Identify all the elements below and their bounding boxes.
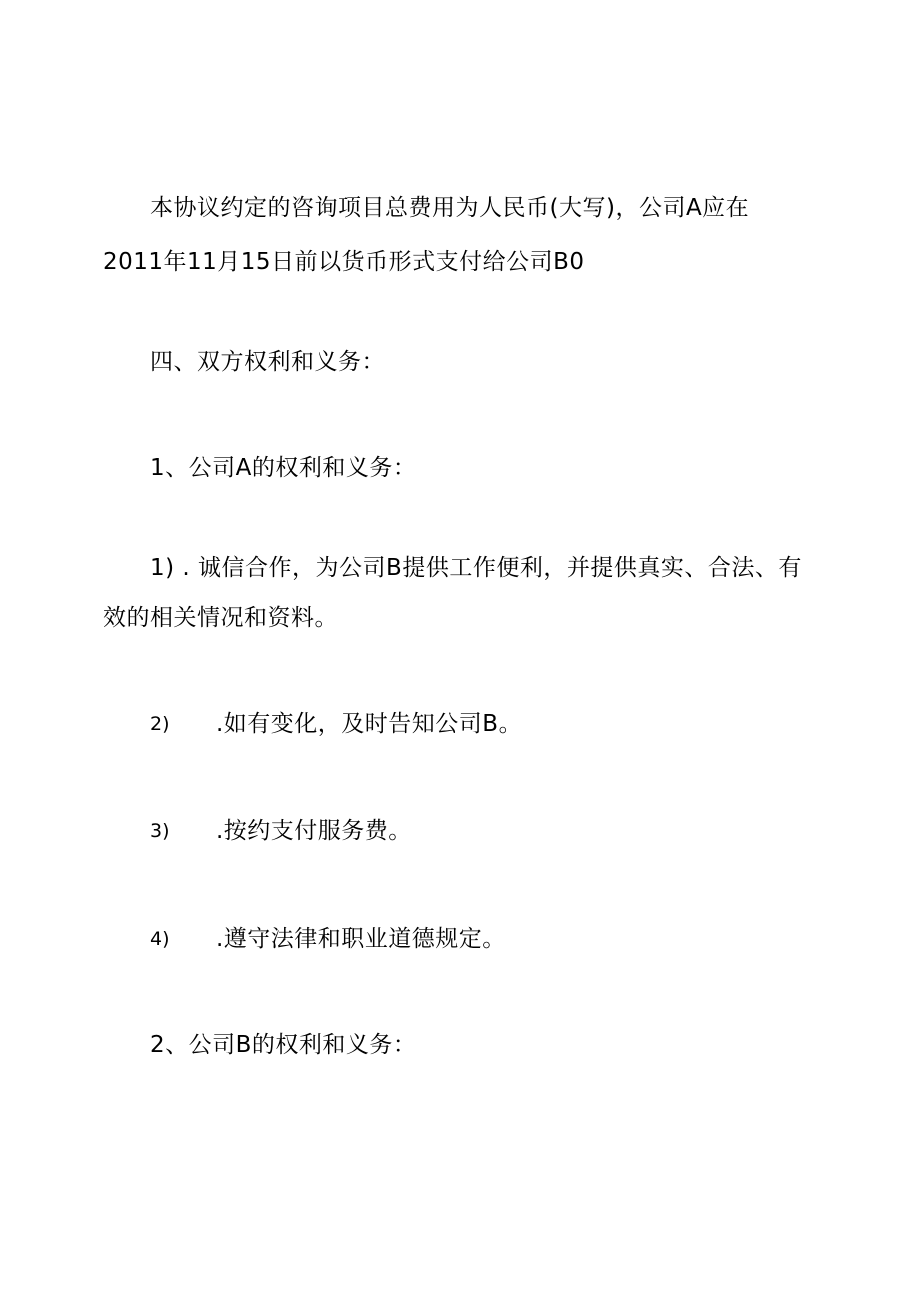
fee-paragraph-line-2: 2011年11月15日前以货币形式支付给公司B0 xyxy=(103,249,585,275)
item-4-text: .遵守法律和职业道德规定。 xyxy=(216,926,506,952)
item-2-number: 2) xyxy=(150,713,170,735)
item-2-text: .如有变化，及时告知公司B。 xyxy=(216,711,523,737)
item-4-number: 4) xyxy=(150,928,170,950)
subsection-1-heading: 1、公司A的权利和义务： xyxy=(150,455,417,481)
fee-paragraph-line-1: 本协议约定的咨询项目总费用为人民币(大写)，公司A应在 xyxy=(150,195,750,221)
subsection-2-heading: 2、公司B的权利和义务： xyxy=(150,1032,417,1058)
section-4-heading: 四、双方权利和义务： xyxy=(150,349,385,375)
item-3-text: .按约支付服务费。 xyxy=(216,818,412,844)
item-3-number: 3) xyxy=(150,820,170,842)
item-1-line-1: 1) . 诚信合作，为公司B提供工作便利，并提供真实、合法、有 xyxy=(150,555,802,581)
item-1-line-2: 效的相关情况和资料。 xyxy=(103,605,338,631)
